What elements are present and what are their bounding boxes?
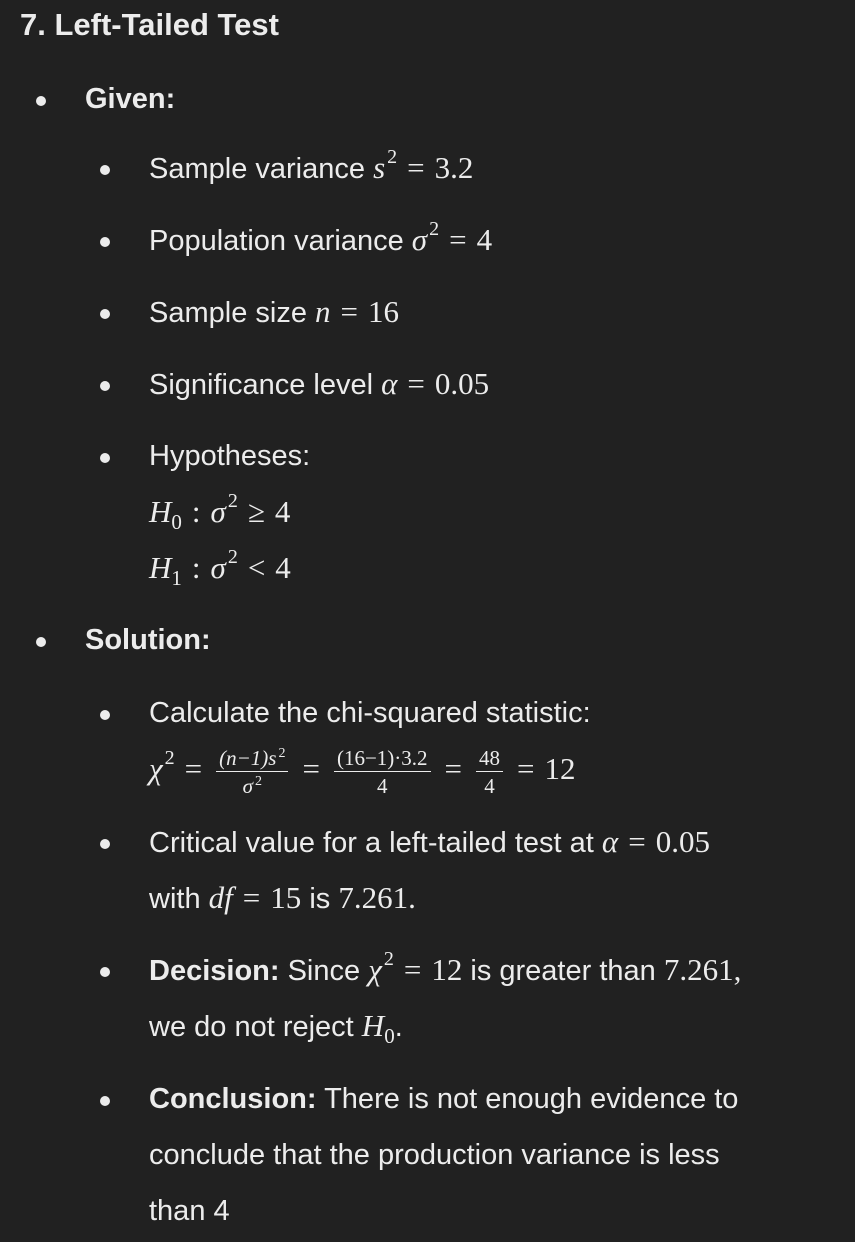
conclusion-label: Conclusion: [149, 1083, 317, 1115]
significance-label: Significance level [149, 369, 374, 401]
bullet-conclusion [100, 1096, 110, 1106]
conclusion-line2: conclude that the production variance is less [149, 1139, 720, 1171]
sample-size-label: Sample size [149, 297, 307, 329]
critical-value-line2: with df = 15 is 7.261. [149, 880, 416, 915]
conclusion-line1: Conclusion: There is not enough evidence to [149, 1083, 739, 1115]
population-variance-label: Population variance [149, 225, 404, 257]
bullet-hypotheses [100, 453, 110, 463]
sample-variance-label: Sample variance [149, 153, 365, 185]
bullet-sample-size [100, 309, 110, 319]
fraction-formula: $\frac{(n-1)s ^2}{\sigma ^2}$ [216, 747, 288, 797]
bullet-critical [100, 839, 110, 849]
bullet-calculate [100, 710, 110, 720]
chi-squared-equation: χ $^2$ = $\frac{(n-1)s ^2}{\sigma ^2}$ = $\frac{(16-1)\cdot 3.2}{4}$ = $\frac{48}{4}$ = 12 [149, 745, 576, 798]
bullet-solution [36, 637, 46, 647]
sample-size-item [149, 292, 399, 333]
decision-line2: we do not reject $H_0$. [149, 1008, 403, 1048]
fraction-simplified: $\frac{48}{4}$ [476, 747, 503, 797]
bullet-decision [100, 967, 110, 977]
bullet-significance [100, 381, 110, 391]
alternative-hypothesis: $H_1$ : σ $^2$ < 4 [149, 546, 291, 590]
sample-size-equation: n = 16 [315, 294, 400, 329]
bullet-population-variance [100, 237, 110, 247]
section-heading: 7. Left-Tailed Test [20, 7, 279, 42]
sample-variance-equation: s $^2$ = 3.2 [373, 146, 474, 185]
given-label: Given: [85, 83, 176, 115]
significance-equation: α = 0.05 [381, 366, 490, 401]
calculate-label: Calculate the chi-squared statistic: [149, 697, 591, 729]
null-hypothesis: $H_0$ : σ $^2$ ≥ 4 [149, 490, 291, 534]
solution-label: Solution: [85, 624, 211, 656]
decision-line1: Decision: Since χ $^2$ = 12 is greater than 7.261, [149, 948, 742, 987]
hypotheses-label: Hypotheses: [149, 440, 311, 472]
sample-variance-item [149, 148, 473, 189]
critical-value-line1: Critical value for a left-tailed test at α = 0.05 [149, 824, 710, 859]
significance-item [149, 364, 489, 405]
population-variance-equation: σ $^2$ = 4 [411, 218, 493, 257]
bullet-sample-variance [100, 165, 110, 175]
conclusion-line3: than 4 [149, 1195, 230, 1227]
population-variance-item [149, 220, 492, 261]
bullet-given [36, 96, 46, 106]
decision-label: Decision: [149, 955, 280, 987]
fraction-substituted: $\frac{(16-1)\cdot 3.2}{4}$ [334, 747, 431, 797]
